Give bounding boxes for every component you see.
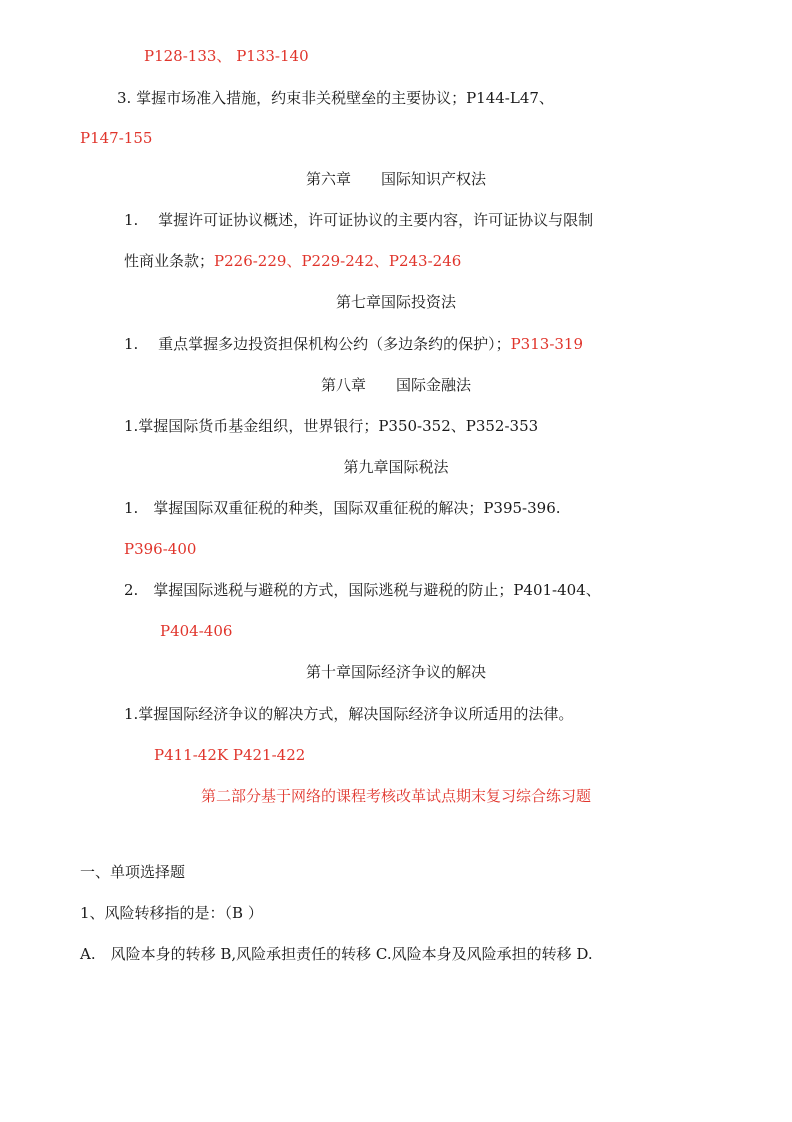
study-point: 1. 掌握许可证协议概述，许可证协议的主要内容，许可证协议与限制 xyxy=(124,211,594,229)
page-reference: P411-42K P421-422 xyxy=(154,746,306,764)
chapter-heading: 第九章国际税法 xyxy=(343,458,449,476)
page-reference: P226-229、P229-242、P243-246 xyxy=(214,252,462,270)
part-heading: 第二部分基于网络的课程考核改革试点期末复习综合练习题 xyxy=(200,787,591,805)
chapter-heading: 第八章 国际金融法 xyxy=(320,376,471,394)
page-reference: P396-400 xyxy=(124,540,197,558)
page-reference: P147-155 xyxy=(80,129,153,147)
study-point: 1.掌握国际货币基金组织，世界银行；P350-352、P352-353 xyxy=(124,417,539,435)
study-point-text: 性商业条款； xyxy=(124,252,215,270)
study-point: 1.掌握国际经济争议的解决方式，解决国际经济争议所适用的法律。 xyxy=(124,705,574,723)
chapter-heading: 第六章 国际知识产权法 xyxy=(305,170,486,188)
question-options: A. 风险本身的转移 B,风险承担责任的转移 C.风险本身及风险承担的转移 D. xyxy=(80,945,593,963)
study-point: 3. 掌握市场准入措施，约束非关税壁垒的主要协议；P144-L47、 xyxy=(117,89,554,107)
page-reference: P128-133、 P133-140 xyxy=(144,47,309,65)
study-point: 2. 掌握国际逃税与避税的方式，国际逃税与避税的防止；P401-404、 xyxy=(124,581,601,599)
section-heading: 一、单项选择题 xyxy=(80,863,186,881)
study-point-continuation xyxy=(124,251,461,271)
chapter-heading: 第七章国际投资法 xyxy=(335,293,456,311)
study-point xyxy=(124,334,583,354)
page-reference: P404-406 xyxy=(160,622,233,640)
chapter-heading: 第十章国际经济争议的解决 xyxy=(305,663,486,681)
question: 1、风险转移指的是：（B ） xyxy=(80,904,263,922)
page-reference: P313-319 xyxy=(510,335,584,353)
study-point-text: 1. 重点掌握多边投资担保机构公约（多边条约的保护）； xyxy=(124,335,511,353)
study-point: 1. 掌握国际双重征税的种类，国际双重征税的解决；P395-396. xyxy=(124,499,561,517)
